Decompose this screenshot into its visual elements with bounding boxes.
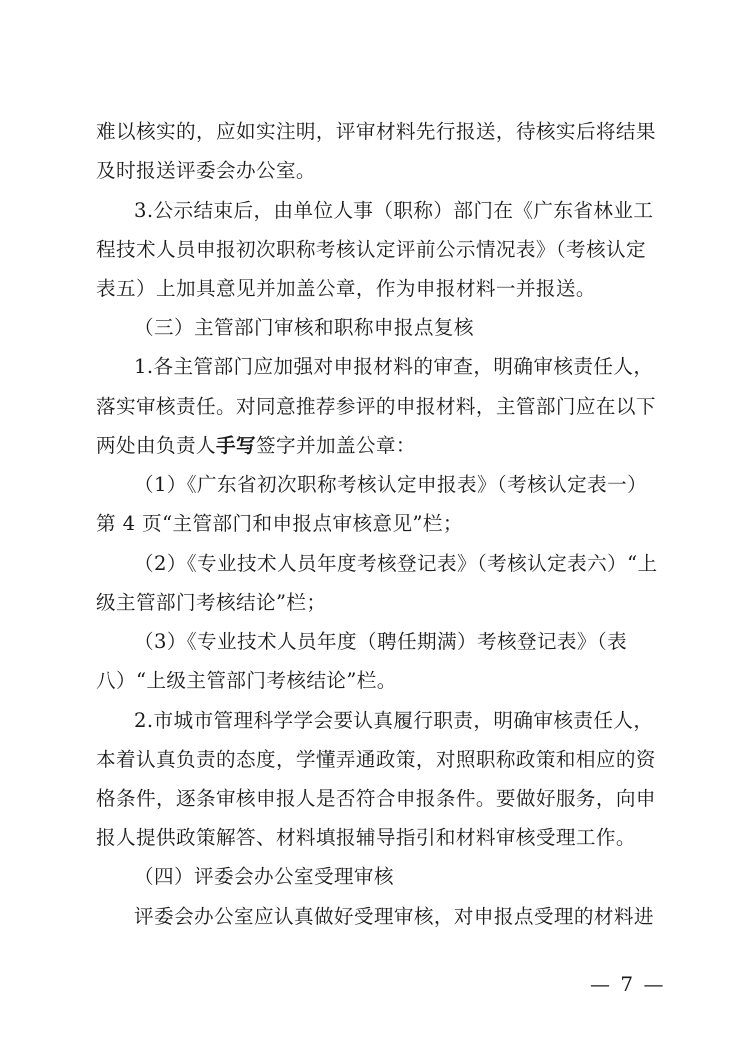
body-line: 2.市城市管理科学学会要认真履行职责，明确审核责任人， [134,709,654,732]
body-line: 报人提供政策解答、材料填报辅导指引和材料审核受理工作。 [96,826,636,849]
body-line: （1）《广东省初次职称考核认定申报表》（考核认定表一） [134,473,648,496]
body-line: 程技术人员申报初次职称考核认定评前公示情况表》（考核认定 [96,238,647,261]
body-line: 落实审核责任。对同意推荐参评的申报材料，主管部门应在以下 [96,395,656,418]
body-line: （3）《专业技术人员年度（聘任期满）考核登记表》（表 [134,630,628,653]
body-line: 表五）上加具意见并加盖公章，作为申报材料一并报送。 [96,277,596,300]
body-line: 难以核实的，应如实注明，评审材料先行报送，待核实后将结果 [96,120,656,143]
body-line: （2）《专业技术人员年度考核登记表》（考核认定表六）“上 [134,552,658,575]
body-line: 1.各主管部门应加强对申报材料的审查，明确审核责任人， [134,355,654,378]
bold-emphasis: 手写 [215,434,256,457]
body-line: 格条件，逐条审核申报人是否符合申报条件。要做好服务，向申 [96,787,656,810]
body-line: 及时报送评委会办公室。 [96,159,316,182]
body-line [96,432,661,460]
body-line: 本着认真负责的态度，学懂弄通政策，对照职称政策和相应的资 [96,748,656,771]
section-heading-3: （三）主管部门审核和职称申报点复核 [134,316,474,339]
page-number: — 7 — [590,972,666,996]
section-heading-4: （四）评委会办公室受理审核 [134,865,394,888]
body-text: 两处由负责人 [96,434,216,457]
body-line: 3.公示结束后，由单位人事（职称）部门在《广东省林业工 [134,199,654,222]
body-line: 评委会办公室应认真做好受理审核，对申报点受理的材料进 [134,905,654,928]
body-line: 级主管部门考核结论”栏； [96,591,327,614]
body-text: 签字并加盖公章： [255,434,416,457]
body-line: 第 4 页“主管部门和申报点审核意见”栏； [96,512,463,535]
body-line: 八）“上级主管部门考核结论”栏。 [96,669,397,692]
